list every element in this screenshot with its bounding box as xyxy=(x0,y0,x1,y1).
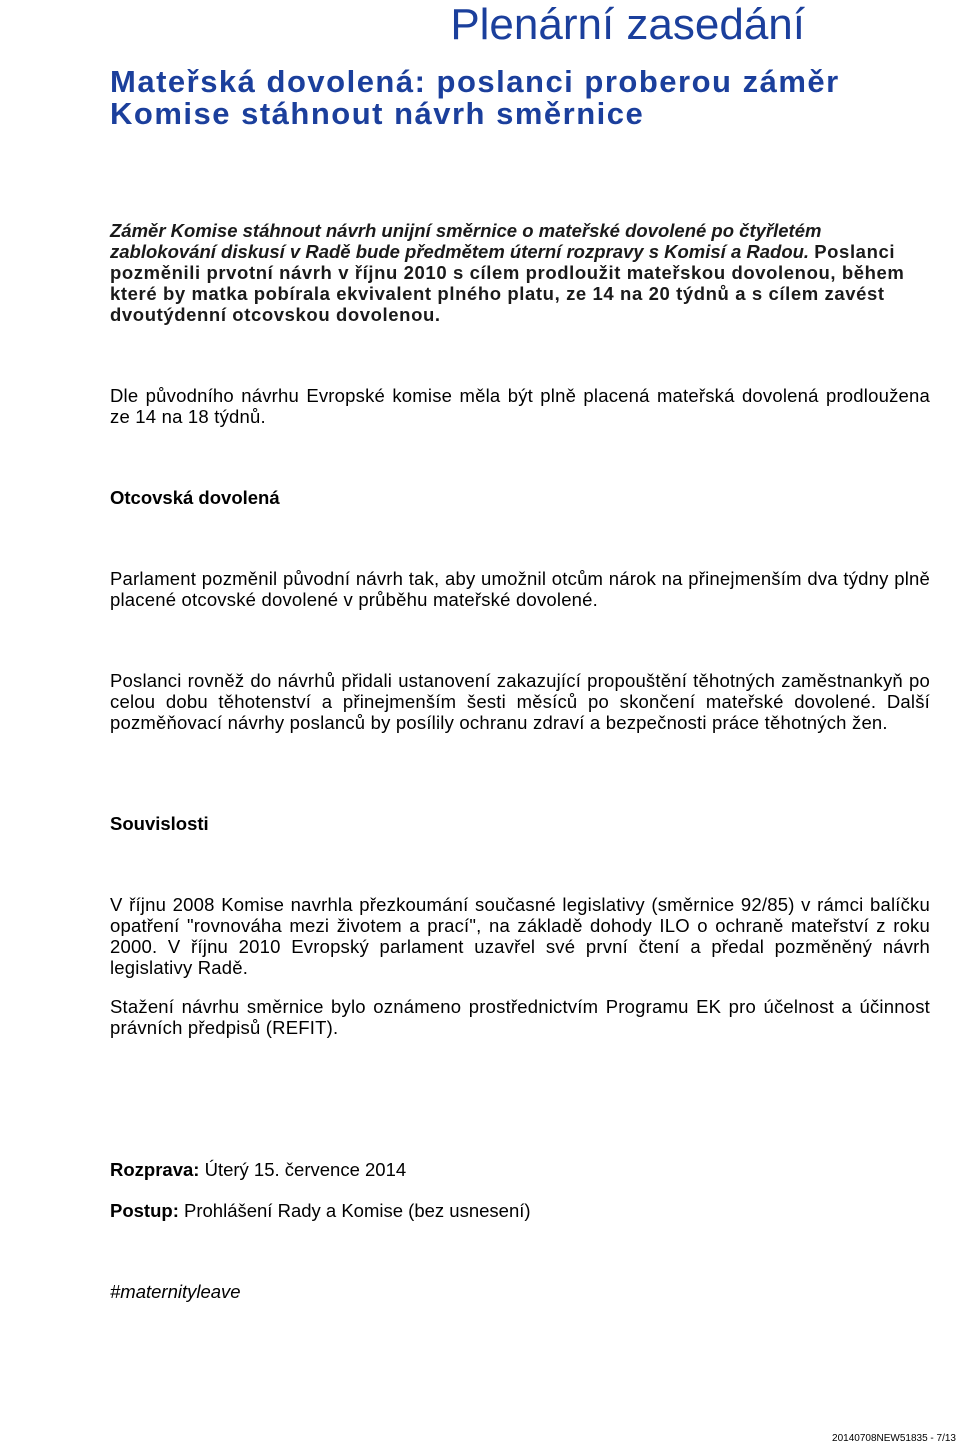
hashtag: #maternityleave xyxy=(110,1281,241,1302)
lead-plain-text: Poslanci pozměnili prvotní návrh v říjnu 2010 s cílem prodloužit mateřskou dovolenou, během které by matka pobírala ekvivalent plného platu, ze 14 na 20 týdnů a s cílem zavést dvoutýdenní otcovskou dovolenou. xyxy=(110,241,905,325)
paragraph-dismissal-protection: Poslanci rovněž do návrhů přidali ustanovení zakazující propouštění těhotných zaměstnankyň po celou dobu těhotenství a přinejmenším šesti měsíců po skončení mateřské dovolené. Další pozměňovací návrhy poslanců by posílily ochranu zdraví a bezpečnosti práce těhotných žen. xyxy=(110,670,930,733)
procedure-label: Postup: xyxy=(110,1200,179,1221)
article-title xyxy=(110,66,940,130)
paragraph-background: V říjnu 2008 Komise navrhla přezkoumání současné legislativy (směrnice 92/85) v rámci balíčku opatření "rovnováha mezi životem a prací", na základě dohody ILO o ochraně mateřství z roku 2000. V říjnu 2010 Evropský parlament uzavřel své první čtení a předal pozměněný návrh legislativy Radě. xyxy=(110,894,930,978)
article-title-line-1: Mateřská dovolená: poslanci proberou záměr xyxy=(110,64,840,99)
lead-italic-text: Záměr Komise stáhnout návrh unijní směrnice o mateřské dovolené po čtyřletém zablokování diskusí v Radě bude předmětem úterní rozpravy s Komisí a Radou. xyxy=(110,220,822,262)
paragraph-original-proposal: Dle původního návrhu Evropské komise měla být plně placená mateřská dovolená prodloužena ze 14 na 18 týdnů. xyxy=(110,385,930,427)
debate-label: Rozprava: xyxy=(110,1159,200,1180)
debate-value: Úterý 15. července 2014 xyxy=(204,1159,407,1180)
heading-paternity-leave: Otcovská dovolená xyxy=(110,487,280,508)
article-lead xyxy=(110,220,930,325)
procedure-value: Prohlášení Rady a Komise (bez usnesení) xyxy=(184,1200,531,1221)
footer-page-code: 20140708NEW51835 - 7/13 xyxy=(832,1433,956,1444)
page-section-title: Plenární zasedání xyxy=(450,0,805,49)
paragraph-paternity-leave: Parlament pozměnil původní návrh tak, aby umožnil otcům nárok na přinejmenším dva týdny plně placené otcovské dovolené v průběhu mateřské dovolené. xyxy=(110,568,930,610)
debate-info xyxy=(110,1159,930,1180)
article-title-line-2: Komise stáhnout návrh směrnice xyxy=(110,96,645,131)
procedure-info xyxy=(110,1200,930,1221)
heading-background: Souvislosti xyxy=(110,813,209,834)
paragraph-refit: Stažení návrhu směrnice bylo oznámeno prostřednictvím Programu EK pro účelnost a účinnost právních předpisů (REFIT). xyxy=(110,996,930,1038)
